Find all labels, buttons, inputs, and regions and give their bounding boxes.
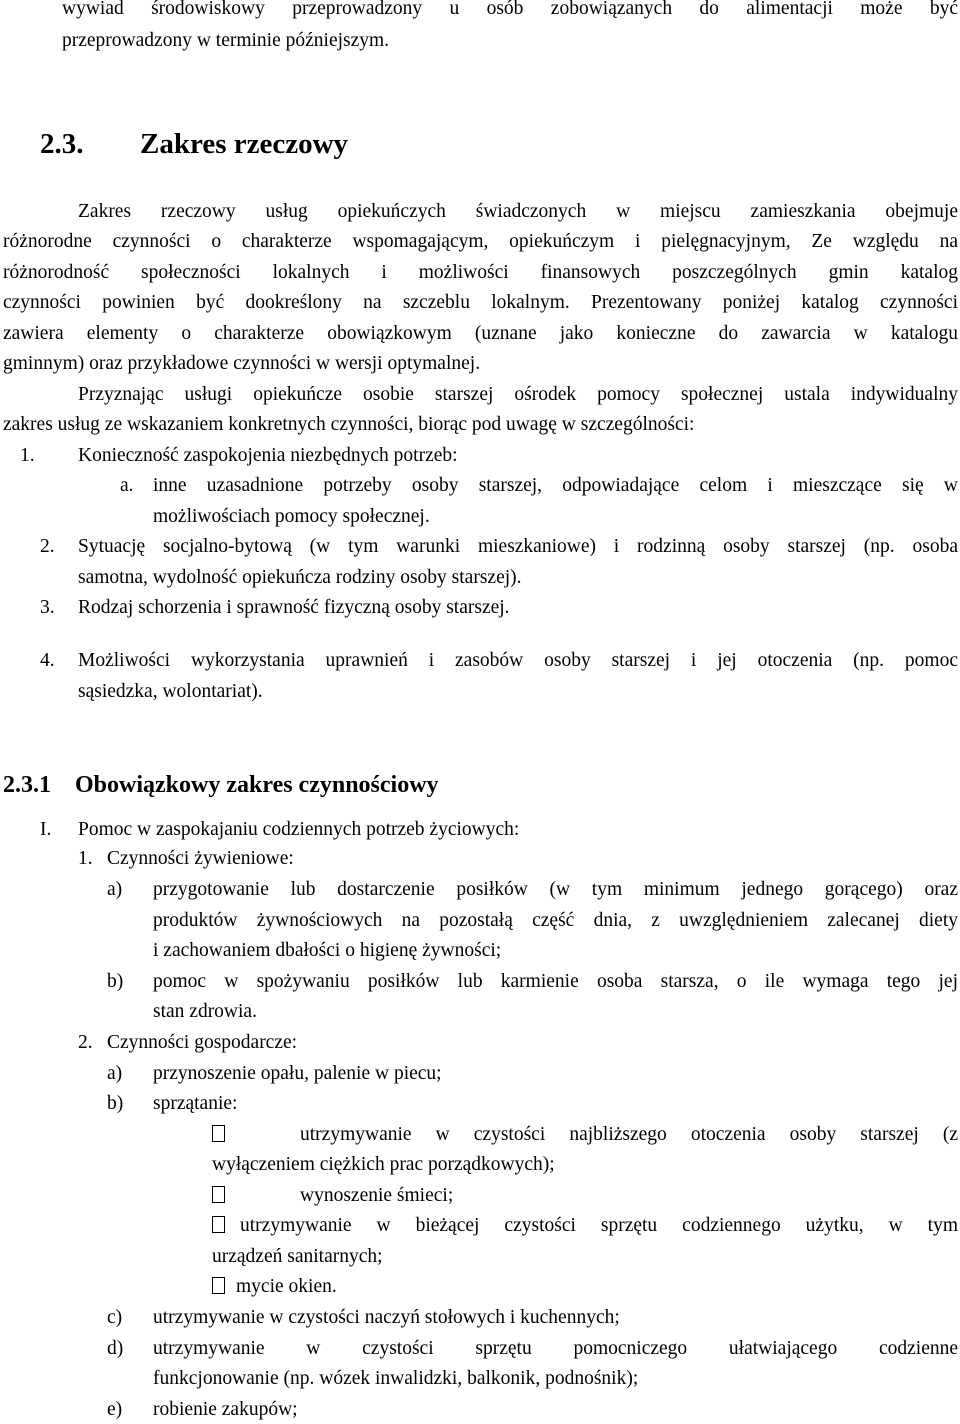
intro-line-1: wywiad środowiskowy przeprowadzony u osób zobowiązanych do alimentacji może być [62, 0, 958, 19]
subsection-title: Obowiązkowy zakres czynnościowy [75, 772, 439, 798]
subsection-number: 2.3.1 [3, 772, 51, 798]
paragraph-2-line-2: zakres usług ze wskazaniem konkretnych czynności, biorąc pod uwagę w szczególności: [3, 414, 695, 435]
paragraph-1-line-3: różnorodność społeczności lokalnych i możliwości finansowych poszczególnych gmin katalog [3, 262, 958, 283]
bullet-3-line-1: utrzymywanie w bieżącej czystości sprzętu codziennego użytku, w tym [240, 1215, 958, 1236]
bullet-box-icon [212, 1213, 225, 1239]
intro-line-2: przeprowadzony w terminie późniejszym. [62, 30, 390, 51]
c1-a-line-1: przygotowanie lub dostarczenie posiłków (w tym minimum jednego gorącego) oraz [153, 879, 958, 900]
c2-a-label: a) [107, 1063, 123, 1084]
c2-number: 2. [78, 1032, 93, 1053]
list-item-2-line-2: samotna, wydolność opiekuńcza rodziny osoby starszej). [78, 567, 522, 588]
section-title: Zakres rzeczowy [140, 128, 349, 160]
list-item-1: Konieczność zaspokojenia niezbędnych potrzeb: [78, 445, 458, 466]
c1-number: 1. [78, 848, 93, 869]
c1-a-line-2: produktów żywnościowych na pozostałą część dnia, z uwzględnieniem zalecanej diety [153, 910, 958, 931]
section-heading-2-3 [40, 128, 348, 161]
c2-b-text: sprzątanie: [153, 1093, 238, 1114]
c2-b-label: b) [107, 1093, 124, 1114]
paragraph-2-line-1: Przyznając usługi opiekuńcze osobie starszej ośrodek pomocy społecznej ustala indywidualny [78, 384, 958, 405]
list-item-4-line-1: Możliwości wykorzystania uprawnień i zasobów osoby starszej i jej otoczenia (np. pomoc [78, 650, 958, 671]
c2-a-text: przynoszenie opału, palenie w piecu; [153, 1063, 442, 1084]
list-number-3: 3. [40, 597, 55, 618]
c2-c-label: c) [107, 1307, 123, 1328]
paragraph-1-line-1: Zakres rzeczowy usług opiekuńczych świadczonych w miejscu zamieszkania obejmuje [78, 201, 958, 222]
paragraph-1-line-6: gminnym) oraz przykładowe czynności w wersji optymalnej. [3, 353, 481, 374]
bullet-box-icon [212, 1183, 225, 1209]
list-item-1a-line-2: możliwościach pomocy społecznej. [153, 506, 430, 527]
part-I-text: Pomoc w zaspokajaniu codziennych potrzeb życiowych: [78, 819, 520, 840]
bullet-box-icon [212, 1122, 225, 1148]
c1-b-line-2: stan zdrowia. [153, 1001, 257, 1022]
c2-e-label: e) [107, 1399, 123, 1420]
c2-d-line-2: funkcjonowanie (np. wózek inwalidzki, balkonik, podnośnik); [153, 1368, 639, 1389]
list-item-3: Rodzaj schorzenia i sprawność fizyczną osoby starszej. [78, 597, 510, 618]
list-letter-a: a. [120, 475, 134, 496]
bullet-3-line-2: urządzeń sanitarnych; [212, 1246, 383, 1267]
c2-d-line-1: utrzymywanie w czystości sprzętu pomocniczego ułatwiającego codzienne [153, 1338, 958, 1359]
bullet-4-line-1: mycie okien. [236, 1276, 337, 1297]
c1-title: Czynności żywieniowe: [107, 848, 294, 869]
bullet-1-line-2: wyłączeniem ciężkich prac porządkowych); [212, 1154, 555, 1175]
paragraph-1-line-4: czynności powinien być dookreślony na szczeblu lokalnym. Prezentowany poniżej katalog czynności [3, 292, 958, 313]
paragraph-1-line-5: zawiera elementy o charakterze obowiązkowym (uznane jako konieczne do zawarcia w katalogu [3, 323, 958, 344]
list-number-2: 2. [40, 536, 55, 557]
bullet-2-line-1: wynoszenie śmieci; [300, 1185, 454, 1206]
list-number-1: 1. [20, 445, 35, 466]
list-item-1a-line-1: inne uzasadnione potrzeby osoby starszej, odpowiadające celom i mieszczące się w [153, 475, 958, 496]
part-number-I: I. [40, 819, 52, 840]
bullet-1-line-1: utrzymywanie w czystości najbliższego otoczenia osoby starszej (z [300, 1124, 958, 1145]
c2-c-text: utrzymywanie w czystości naczyń stołowych i kuchennych; [153, 1307, 620, 1328]
list-item-2-line-1: Sytuację socjalno-bytową (w tym warunki mieszkaniowe) i rodzinną osoby starszej (np. osoba [78, 536, 958, 557]
section-number: 2.3. [40, 128, 84, 160]
c2-d-label: d) [107, 1338, 124, 1359]
c1-a-label: a) [107, 879, 123, 900]
list-number-4: 4. [40, 650, 55, 671]
list-item-4-line-2: sąsiedzka, wolontariat). [78, 681, 263, 702]
bullet-box-icon [212, 1274, 225, 1300]
paragraph-1-line-2: różnorodne czynności o charakterze wspomagającym, opiekuńczym i pielęgnacyjnym, Ze względu na [3, 231, 958, 252]
c1-a-line-3: i zachowaniem dbałości o higienę żywności; [153, 940, 502, 961]
c1-b-line-1: pomoc w spożywaniu posiłków lub karmienie osoba starsza, o ile wymaga tego jej [153, 971, 958, 992]
c2-e-text: robienie zakupów; [153, 1399, 298, 1420]
c2-title: Czynności gospodarcze: [107, 1032, 298, 1053]
section-heading-2-3-1 [3, 772, 439, 799]
c1-b-label: b) [107, 971, 124, 992]
